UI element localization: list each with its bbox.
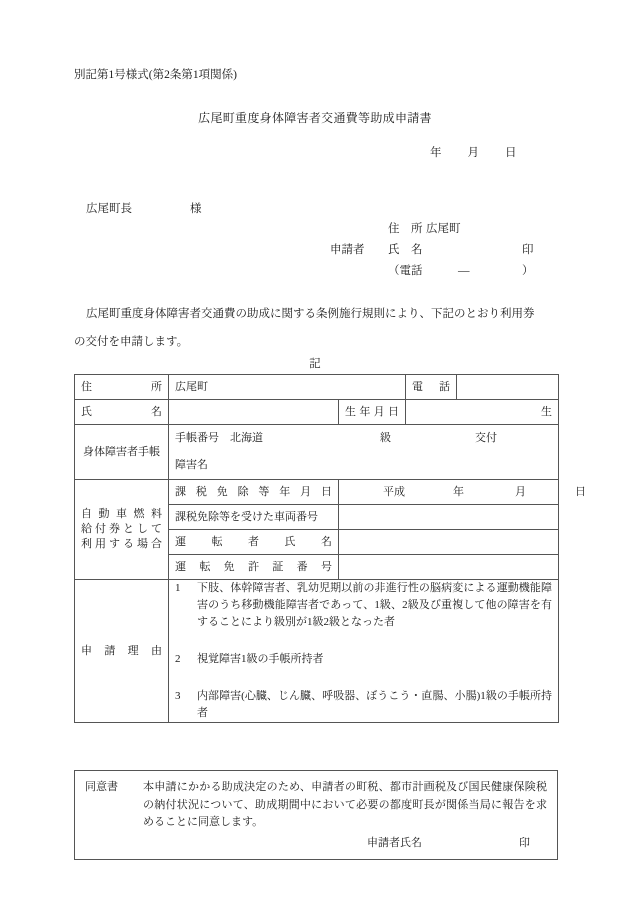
address-label-cell bbox=[75, 375, 169, 400]
applicant-tel-close: ） bbox=[522, 265, 534, 277]
era-month-label: 月 bbox=[515, 486, 526, 498]
consent-box bbox=[74, 770, 558, 860]
date-year-label: 年 bbox=[430, 147, 442, 159]
ki-mark: 記 bbox=[309, 358, 321, 370]
fuel-label-line-2: 給付券として bbox=[81, 523, 162, 536]
table-row-name bbox=[75, 400, 559, 425]
name-label: 氏名 bbox=[81, 405, 162, 418]
body-line-2: の交付を申請します。 bbox=[74, 336, 189, 348]
applicant-address-label: 住 所 bbox=[388, 223, 423, 235]
license-number-label-cell bbox=[169, 555, 339, 580]
consent-signature-label[interactable]: 申請者氏名 bbox=[367, 836, 422, 849]
consent-title: 同意書 bbox=[85, 781, 118, 793]
applicant-name-label: 氏 名 bbox=[388, 244, 423, 256]
reason-item-number: 1 bbox=[175, 582, 181, 594]
reason-item-text: 下肢、体幹障害者、乳幼児期以前の非進行性の脳病変による運動機能障害のうち移動機能障害者であって、1級、2級及び重複して他の障害を有することにより級別が1級2級となった者 bbox=[197, 582, 552, 628]
heisei-line bbox=[345, 481, 586, 503]
body-line-1: 広尾町重度身体障害者交通費の助成に関する条例施行規則により、下記のとおり利用券 bbox=[86, 308, 535, 320]
license-number-value-cell[interactable] bbox=[339, 555, 559, 580]
applicant-tel-dash: — bbox=[458, 265, 470, 277]
page-title: 広尾町重度身体障害者交通費等助成申請書 bbox=[198, 111, 432, 125]
era-label: 平成 bbox=[383, 486, 405, 498]
vehicle-number-value-cell[interactable] bbox=[339, 505, 559, 530]
form-number: 別記第1号様式(第2条第1項関係) bbox=[74, 69, 237, 81]
tel-value-cell[interactable] bbox=[457, 375, 559, 400]
applicant-seal-label: 印 bbox=[522, 244, 534, 256]
handbook-label: 身体障害者手帳 bbox=[83, 445, 160, 458]
reason-item-number: 2 bbox=[175, 653, 181, 665]
applicant-tel-open: （電話 bbox=[388, 265, 423, 277]
tel-label-cell bbox=[406, 375, 457, 400]
reason-item-text: 視覚障害1級の手帳所持者 bbox=[197, 653, 324, 665]
handbook-issue-label: 交付 bbox=[475, 432, 497, 444]
reason-item bbox=[175, 580, 552, 631]
fuel-exempt-date-label: 課税免除等年月日 bbox=[175, 485, 332, 498]
addressee bbox=[86, 200, 202, 216]
handbook-disability-label: 障害名 bbox=[175, 459, 208, 471]
tel-label: 電話 bbox=[412, 380, 450, 393]
consent-text: 本申請にかかる助成決定のため、申請者の町税、都市計画税及び国民健康保険税の納付状況について、助成期間中において必要の都度町長が関係当局に報告を求めることに同意します。 bbox=[143, 781, 547, 828]
fuel-label-line-3: 利用する場合 bbox=[81, 537, 162, 550]
table-row-fuel-exempt-date bbox=[75, 480, 559, 505]
driver-name-label-cell bbox=[169, 530, 339, 555]
fuel-exempt-date-value-cell[interactable] bbox=[339, 480, 586, 505]
table-row-reason bbox=[75, 580, 559, 723]
addressee-name: 広尾町長 bbox=[86, 203, 132, 215]
reason-item-number: 3 bbox=[175, 690, 181, 702]
license-number-label: 運転免許証番号 bbox=[175, 560, 332, 573]
driver-name-label: 運転者氏名 bbox=[175, 535, 332, 548]
fuel-exempt-date-label-cell bbox=[169, 480, 339, 505]
era-year-label: 年 bbox=[453, 486, 464, 498]
reason-item bbox=[175, 688, 552, 722]
reason-label: 申請理由 bbox=[81, 644, 162, 657]
name-label-cell bbox=[75, 400, 169, 425]
birth-value-cell[interactable] bbox=[406, 400, 559, 425]
reason-label-cell bbox=[75, 580, 169, 723]
address-value-cell[interactable]: 広尾町 bbox=[169, 375, 406, 400]
reason-item-text: 内部障害(心臓、じん臓、呼吸器、ぼうこう・直腸、小腸)1級の手帳所持者 bbox=[197, 690, 552, 719]
handbook-grade-label: 級 bbox=[380, 432, 391, 444]
address-label: 住所 bbox=[81, 380, 162, 393]
consent-seal-label: 印 bbox=[519, 836, 530, 849]
body-paragraph bbox=[74, 300, 560, 356]
handbook-number-label: 手帳番号 北海道 bbox=[175, 432, 263, 444]
fuel-label-line-1: 自動車燃料 bbox=[81, 508, 162, 521]
fuel-label-cell bbox=[75, 480, 169, 580]
applicant-label: 申請者 bbox=[330, 244, 365, 256]
applicant-address-value: 広尾町 bbox=[426, 223, 461, 235]
reason-value-cell[interactable] bbox=[169, 580, 559, 723]
consent-body bbox=[85, 779, 547, 832]
consent-signature-row bbox=[85, 834, 547, 852]
reason-item bbox=[175, 651, 552, 668]
birth-label: 生年月日 bbox=[345, 405, 399, 418]
addressee-honorific: 様 bbox=[190, 203, 202, 215]
table-row-handbook bbox=[75, 425, 559, 480]
handbook-value-cell[interactable] bbox=[169, 425, 559, 480]
vehicle-number-label-cell bbox=[169, 505, 339, 530]
date-day-label: 日 bbox=[505, 147, 517, 159]
table-row-address bbox=[75, 375, 559, 400]
handbook-number-line bbox=[175, 425, 552, 452]
name-value-cell[interactable] bbox=[169, 400, 339, 425]
application-table bbox=[74, 374, 586, 723]
date-line bbox=[430, 144, 517, 160]
handbook-disability-line bbox=[175, 452, 552, 479]
vehicle-number-label: 課税免除等を受けた車両番号 bbox=[175, 510, 318, 523]
birth-suffix: 生 bbox=[541, 405, 552, 418]
handbook-label-cell bbox=[75, 425, 169, 480]
birth-label-cell bbox=[339, 400, 406, 425]
date-month-label: 月 bbox=[467, 147, 479, 159]
era-day-label: 日 bbox=[575, 486, 586, 498]
driver-name-value-cell[interactable] bbox=[339, 530, 559, 555]
